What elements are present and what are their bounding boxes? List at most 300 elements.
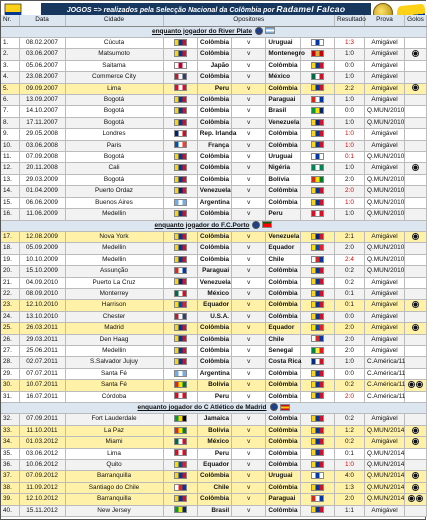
table-row [1,460,427,471]
away-team: Colômbia [266,425,300,436]
section-title: enquanto jogador do F.C.Porto [154,221,250,229]
away-flag-cell [300,288,334,299]
match-city: Madrid [65,323,163,334]
away-flag-cell [300,494,334,505]
match-result: 2:0 [335,174,365,185]
home-flag-icon [174,415,187,422]
match-number: 11. [1,152,19,163]
match-result: 0:2 [335,266,365,277]
away-flag-icon [311,313,324,320]
goals-cell [405,117,427,128]
away-flag-cell [300,254,334,265]
home-team: Colômbia [197,174,231,185]
match-city: Quito [65,460,163,471]
home-flag-icon [174,313,187,320]
away-flag-cell [300,174,334,185]
match-number: 12. [1,163,19,174]
competition: C.América/11 [365,368,405,379]
table-row [1,266,427,277]
away-team: Colômbia [266,277,300,288]
home-flag-icon [174,233,187,240]
away-flag-icon [311,358,324,365]
versus-sep: v [232,368,266,379]
home-flag-cell [163,471,197,482]
home-team: Argentina [197,368,231,379]
away-team: Bolívia [266,174,300,185]
goals-cell [405,197,427,208]
versus-sep: v [232,357,266,368]
section-header-cell [1,403,427,414]
home-flag-icon [174,50,187,57]
table-row [1,357,427,368]
matches-table-wrap [1,15,427,517]
table-row [1,288,427,299]
versus-sep: v [232,209,266,220]
match-number: 35. [1,448,19,459]
away-team: Colômbia [266,391,300,402]
competition: Q.MUN/2014 [365,460,405,471]
home-flag-icon [174,187,187,194]
goals-cell [405,368,427,379]
home-flag-cell [163,129,197,140]
away-flag-cell [300,345,334,356]
goals-cell [405,106,427,117]
versus-sep: v [232,254,266,265]
match-number: 7. [1,106,19,117]
match-date: 12.08.2009 [19,231,65,242]
match-date: 16.07.2011 [19,391,65,402]
match-city: La Paz [65,425,163,436]
away-flag-cell [300,277,334,288]
away-flag-icon [311,199,324,206]
match-number: 18. [1,243,19,254]
home-flag-icon [174,62,187,69]
home-flag-cell [163,494,197,505]
away-flag-icon [311,370,324,377]
goals-cell [405,72,427,83]
match-result: 0:0 [335,60,365,71]
match-city: Chester [65,311,163,322]
table-row [1,494,427,505]
match-result: 1:0 [335,72,365,83]
home-flag-icon [174,119,187,126]
versus-sep: v [232,494,266,505]
table-row [1,277,427,288]
away-flag-cell [300,38,334,49]
away-flag-icon [311,335,324,342]
match-number: 4. [1,72,19,83]
away-team: Colômbia [266,83,300,94]
away-flag-cell [300,334,334,345]
home-flag-icon [174,210,187,217]
away-flag-icon [311,119,324,126]
home-flag-cell [163,368,197,379]
home-flag-icon [174,107,187,114]
section-header-row [1,403,427,414]
table-row [1,60,427,71]
goals-cell [405,277,427,288]
match-result: 0:1 [335,448,365,459]
away-team: Uruguai [266,471,300,482]
away-flag-cell [300,152,334,163]
match-result: 1:0 [335,460,365,471]
competition: C.América/11 [365,391,405,402]
match-number: 5. [1,83,19,94]
away-flag-icon [311,472,324,479]
table-row [1,72,427,83]
away-team: Colômbia [266,60,300,71]
competition: Q.MUN/2010 [365,209,405,220]
match-city: Commerce City [65,72,163,83]
match-city: Medellin [65,209,163,220]
match-city: Miami [65,437,163,448]
match-result: 0:0 [335,311,365,322]
home-team: Colômbia [197,49,231,60]
table-row [1,345,427,356]
col-header-city: Cidade [65,15,163,26]
away-flag-cell [300,425,334,436]
versus-sep: v [232,323,266,334]
away-team: Senegal [266,345,300,356]
match-date: 11.09.2012 [19,482,65,493]
match-date: 08.09.2010 [19,288,65,299]
goals-cell [405,243,427,254]
competition: Q.MUN/2010 [365,174,405,185]
versus-sep: v [232,437,266,448]
away-flag-cell [300,391,334,402]
home-flag-cell [163,391,197,402]
versus-sep: v [232,197,266,208]
home-flag-cell [163,106,197,117]
goals-cell [405,380,427,391]
home-flag-cell [163,482,197,493]
home-flag-icon [174,267,187,274]
match-date: 17.11.2007 [19,117,65,128]
versus-sep: v [232,482,266,493]
versus-sep: v [232,460,266,471]
competition: Q.MUN/2010 [365,106,405,117]
competition: Amigável [365,437,405,448]
away-flag-icon [311,210,324,217]
home-team: Colômbia [197,357,231,368]
goals-cell [405,460,427,471]
home-flag-icon [174,96,187,103]
match-number: 9. [1,129,19,140]
match-result: 2:0 [335,186,365,197]
match-number: 2. [1,49,19,60]
goals-cell [405,311,427,322]
match-date: 06.06.2009 [19,197,65,208]
fc-porto-crest-icon [252,221,260,229]
match-city: Santa Fé [65,368,163,379]
away-flag-icon [311,438,324,445]
match-number: 24. [1,311,19,322]
matches-table [1,15,427,517]
home-team: Japão [197,60,231,71]
match-date: 11.10.2011 [19,425,65,436]
away-team: Colômbia [266,482,300,493]
home-flag-cell [163,197,197,208]
away-flag-cell [300,368,334,379]
away-team: Colômbia [266,448,300,459]
home-flag-cell [163,95,197,106]
competition: Q.MUN/2010 [365,243,405,254]
match-city: Bogotá [65,106,163,117]
match-city: Lima [65,83,163,94]
match-city: Monterrey [65,288,163,299]
goals-cell [405,254,427,265]
match-result: 1:1 [335,505,365,516]
match-result: 2:4 [335,254,365,265]
table-row [1,117,427,128]
home-team: Colômbia [197,163,231,174]
match-result: 2:2 [335,83,365,94]
match-result: 1:2 [335,425,365,436]
match-result: 4:0 [335,471,365,482]
away-team: Uruguai [266,152,300,163]
away-flag-cell [300,448,334,459]
away-flag-icon [311,84,324,91]
match-city: Bogotá [65,152,163,163]
competition: Amigável [365,60,405,71]
match-city: Saitama [65,60,163,71]
away-flag-icon [311,381,324,388]
goals-cell [405,152,427,163]
home-flag-cell [163,243,197,254]
goals-cell [405,266,427,277]
away-flag-icon [311,461,324,468]
match-result: 2:0 [335,345,365,356]
home-flag-icon [174,278,187,285]
home-flag-cell [163,277,197,288]
match-city: Santa Fé [65,380,163,391]
home-team: México [197,288,231,299]
away-flag-icon [311,415,324,422]
football-icon [412,427,419,434]
home-flag-icon [174,392,187,399]
away-team: Colômbia [266,380,300,391]
goals-cell [405,174,427,185]
competition: Q.MUN/2010 [365,117,405,128]
away-flag-icon [311,290,324,297]
match-date: 05.09.2009 [19,243,65,254]
competition: Q.MUN/2014 [365,482,405,493]
goals-cell [405,345,427,356]
away-flag-cell [300,243,334,254]
competition: Q.MUN/2010 [365,266,405,277]
goals-cell [405,186,427,197]
col-header-opponents: Opositores [163,15,335,26]
table-row [1,38,427,49]
home-flag-icon [174,130,187,137]
competition: Amigável [365,72,405,83]
away-flag-icon [311,301,324,308]
versus-sep: v [232,117,266,128]
match-city: New Jersey [65,505,163,516]
table-row [1,471,427,482]
table-row [1,368,427,379]
home-flag-icon [174,335,187,342]
away-team: Colômbia [266,437,300,448]
home-flag-cell [163,83,197,94]
home-team: Venezuela [197,186,231,197]
match-date: 10.10.2009 [19,254,65,265]
competition: Amigável [365,505,405,516]
match-city: Santiago do Chile [65,482,163,493]
match-number: 38. [1,482,19,493]
home-flag-cell [163,311,197,322]
goals-cell [405,231,427,242]
versus-sep: v [232,83,266,94]
away-flag-cell [300,83,334,94]
table-row [1,243,427,254]
home-team: Colômbia [197,323,231,334]
match-city: Bogotá [65,117,163,128]
away-flag-cell [300,129,334,140]
match-date: 07.09.2008 [19,152,65,163]
home-flag-cell [163,60,197,71]
section-header-cell [1,220,427,231]
table-row [1,391,427,402]
match-date: 14.10.2007 [19,106,65,117]
competition: Amigável [365,95,405,106]
competition: C.América/11 [365,357,405,368]
match-city: Puerto Ordaz [65,186,163,197]
title-prefix: JOGOS => realizados pela Selecção Nacional da Colômbia por [66,7,275,14]
table-row [1,95,427,106]
away-team: Colômbia [266,300,300,311]
match-result: 1:0 [335,129,365,140]
match-result: 1:0 [335,140,365,151]
match-result: 0:1 [335,300,365,311]
home-team: Paraguai [197,266,231,277]
home-flag-cell [163,448,197,459]
competition: Amigável [365,414,405,425]
match-number: 39. [1,494,19,505]
section-header-row [1,220,427,231]
match-number: 28. [1,357,19,368]
home-flag-icon [174,347,187,354]
match-date: 01.03.2012 [19,437,65,448]
goals-cell [405,334,427,345]
table-row [1,380,427,391]
match-number: 14. [1,186,19,197]
versus-sep: v [232,334,266,345]
match-date: 04.09.2010 [19,277,65,288]
away-flag-cell [300,482,334,493]
home-flag-cell [163,288,197,299]
home-flag-icon [174,73,187,80]
match-date: 29.05.2008 [19,129,65,140]
versus-sep: v [232,300,266,311]
match-date: 23.08.2007 [19,72,65,83]
spain-flag-icon [280,404,290,411]
away-flag-cell [300,300,334,311]
match-number: 13. [1,174,19,185]
home-team: Equador [197,300,231,311]
home-team: Colômbia [197,243,231,254]
versus-sep: v [232,311,266,322]
match-date: 29.03.2011 [19,334,65,345]
versus-sep: v [232,106,266,117]
match-number: 20. [1,266,19,277]
argentina-flag-icon [265,27,275,34]
match-city: Córdoba [65,391,163,402]
football-icon [412,324,419,331]
goals-cell [405,129,427,140]
section-header-row [1,26,427,37]
match-date: 13.09.2007 [19,95,65,106]
home-team: Brasil [197,505,231,516]
col-header-competition: Prova [365,15,405,26]
match-result: 0:2 [335,437,365,448]
football-icon [416,381,423,388]
home-flag-icon [174,438,187,445]
match-city: Cúcuta [65,38,163,49]
goals-cell [405,49,427,60]
match-date: 09.09.2007 [19,83,65,94]
match-number: 33. [1,425,19,436]
col-header-num: Nr. [1,15,19,26]
match-city: Medellin [65,243,163,254]
home-flag-icon [174,290,187,297]
table-row [1,83,427,94]
match-city: Bogotá [65,174,163,185]
home-flag-cell [163,460,197,471]
football-icon [408,495,415,502]
home-flag-cell [163,174,197,185]
match-date: 20.11.2008 [19,163,65,174]
away-flag-icon [311,73,324,80]
away-team: Paraguai [266,494,300,505]
away-flag-icon [311,278,324,285]
home-team: Colômbia [197,209,231,220]
match-city: Matsumoto [65,49,163,60]
goals-cell [405,425,427,436]
home-flag-icon [174,495,187,502]
match-city: Nova York [65,231,163,242]
away-flag-icon [311,107,324,114]
match-date: 03.06.2007 [19,49,65,60]
away-flag-cell [300,106,334,117]
col-header-date: Data [19,15,65,26]
home-flag-cell [163,323,197,334]
goals-cell [405,60,427,71]
away-flag-cell [300,60,334,71]
competition: Amigável [365,334,405,345]
table-row [1,425,427,436]
away-flag-cell [300,95,334,106]
competition: Amigável [365,345,405,356]
match-date: 07.09.2012 [19,471,65,482]
match-number: 30. [1,380,19,391]
versus-sep: v [232,95,266,106]
match-result: 2:0 [335,243,365,254]
table-row [1,334,427,345]
away-flag-cell [300,505,334,516]
match-date: 10.06.2012 [19,460,65,471]
football-icon [412,484,419,491]
home-flag-cell [163,437,197,448]
home-flag-cell [163,266,197,277]
col-header-result: Resultado [335,15,365,26]
competition: Amigável [365,311,405,322]
versus-sep: v [232,391,266,402]
competition: Amigável [365,300,405,311]
football-icon [412,164,419,171]
match-result: 0:2 [335,380,365,391]
match-date: 12.10.2010 [19,300,65,311]
